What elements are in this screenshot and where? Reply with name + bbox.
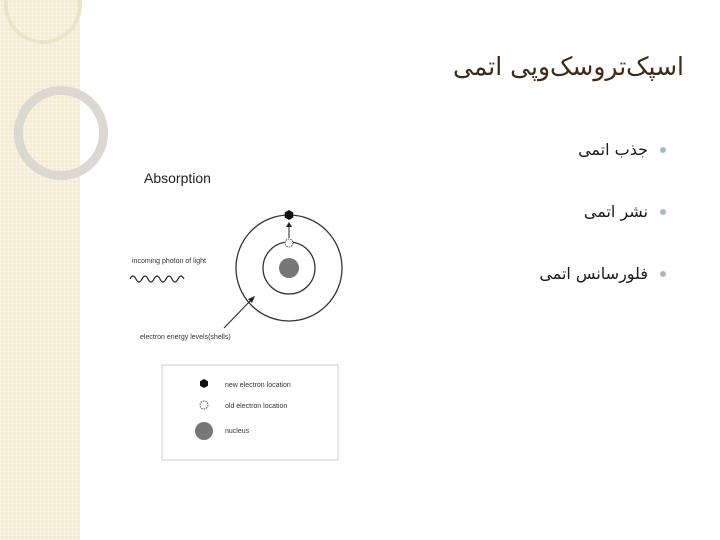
bullet-item-emission <box>404 200 664 262</box>
legend-nucleus-label: nucleus <box>225 428 250 435</box>
absorption-diagram-figure <box>124 164 364 464</box>
bullet-label: جذب اتمی <box>578 140 648 159</box>
bullet-list <box>404 138 664 324</box>
legend-nucleus-icon <box>195 422 213 440</box>
transition-arrowhead-icon <box>286 222 292 227</box>
new-electron-icon <box>285 210 294 220</box>
bullet-label: نشر اتمی <box>583 202 648 221</box>
decorative-ring <box>14 86 108 180</box>
bullet-dot-icon <box>660 271 666 277</box>
legend-new-electron-label: new electron location <box>225 382 291 389</box>
diagram-heading: Absorption <box>144 170 211 186</box>
bullet-label: فلورسانس اتمی <box>539 264 648 283</box>
photon-wave-icon <box>130 276 184 282</box>
old-electron-icon <box>285 239 293 247</box>
legend-old-electron-icon <box>200 401 208 409</box>
slide-title: اسپک‌تروسک‌وپی اتمی <box>453 52 684 81</box>
legend-old-electron-label: old electron location <box>225 403 288 410</box>
absorption-diagram <box>124 164 364 464</box>
bullet-dot-icon <box>660 209 666 215</box>
side-decoration-band <box>0 0 80 540</box>
shell-pointer-line <box>224 299 252 328</box>
nucleus-icon <box>279 258 299 278</box>
legend-box <box>162 365 338 460</box>
bullet-item-fluorescence <box>404 262 664 324</box>
bullet-item-absorption <box>404 138 664 200</box>
bullet-dot-icon <box>660 147 666 153</box>
shells-label: electron energy levels(shells) <box>140 334 231 341</box>
photon-label: incoming photon of light <box>132 258 206 265</box>
